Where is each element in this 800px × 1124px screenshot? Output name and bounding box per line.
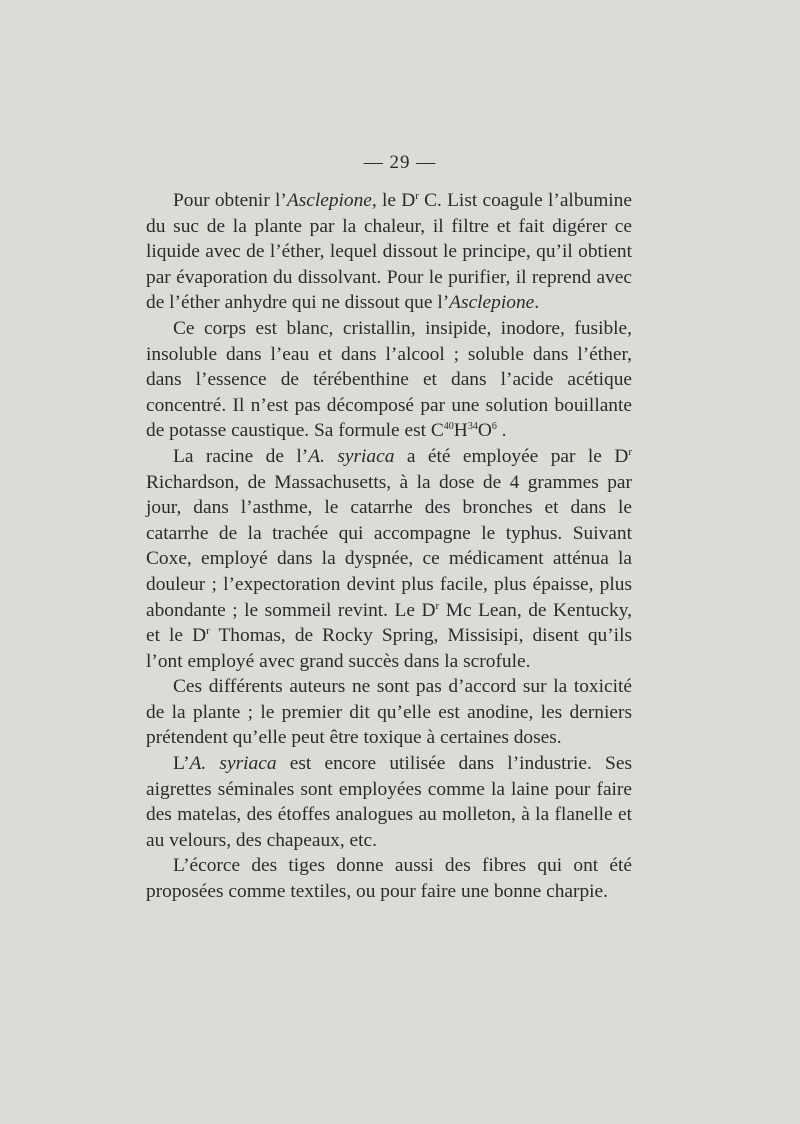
formula-subscript: 6 [491,421,497,433]
text-run: est encore utilisée dans l’industrie. Ses aigrettes séminales sont employées comme la laine pour faire des matelas, des étoffes analogues au molleton, à la flanelle et au velours, des chapeaux, etc. [146,753,632,851]
italic-term: Asclepione [286,190,372,211]
paragraph-1 [146,188,632,316]
body-text [146,188,632,905]
superscript: r [206,625,210,638]
page-number: — 29 — [363,152,437,173]
formula-subscript: 40 [443,421,454,433]
superscript: r [435,599,440,612]
text-run: , le D [371,190,416,211]
formula-subscript: 34 [467,421,478,433]
superscript: r [415,190,419,202]
text-run: Pour obtenir l’ [173,190,287,211]
formula-element: O [477,420,492,442]
paragraph-4: Ces différents auteurs ne sont pas d’accord sur la toxicité de la plante ; le premier dit qu’elle est anodine, les derniers prétendent qu’elle peut être toxique à certaines doses. [146,676,632,749]
paragraph-6: L’écorce des tiges donne aussi des fibres qui ont été proposées comme textiles, ou pour faire une bonne charpie. [146,855,632,903]
text-run: a été employée par le D [394,445,629,467]
text-run: Ce corps est blanc, cristallin, insipide, inodore, fusible, insoluble dans l’eau et dans l’alcool ; soluble dans l’éther, dans l’essence de térébenthine et dans l’acide acétique concentré. Il n’est pas décomposé par une solution bouillante de potasse caustique. Sa formule est C [146,317,632,442]
text-run: L’ [173,753,190,775]
text-run: Thomas, de Rocky Spring, Missisipi, disent qu’ils l’ont employé avec grand succès dans la scrofule. [146,625,633,672]
italic-term: Asclepione [449,292,535,314]
text-run: Richardson, de Massachusetts, à la dose de 4 grammes par jour, dans l’asthme, le catarrhe des bronches et dans le catarrhe de la trachée qui accompagne le typhus. Suivant Coxe, employé dans la dyspnée, ce médicament atténua la douleur ; l’expectoration devint plus facile, plus épaisse, plus abondante ; le sommeil revint. Le D [146,471,632,621]
text-run: Mc Lean, de Kentucky, et le D [146,599,632,647]
formula-element: H [453,420,468,442]
paragraph-5 [146,751,632,853]
paragraph-2 [146,316,632,444]
italic-term: A. syriaca [189,753,277,775]
paragraph-3 [146,444,632,674]
superscript: r [628,445,632,458]
text-run: . [534,292,540,314]
italic-term: A. syriaca [308,445,395,467]
text-run: . [496,420,507,442]
text-run: C. List coagule l’albumine du suc de la plante par la chaleur, il filtre et fait digérer ce liquide avec de l’éther, lequel dissout le principe, qu’il obtient par évaporation du dissolvant. Pour le purifier, il reprend avec de l’éther anhydre qui ne dissout que l’ [146,190,632,314]
text-run: La racine de l’ [173,445,309,467]
